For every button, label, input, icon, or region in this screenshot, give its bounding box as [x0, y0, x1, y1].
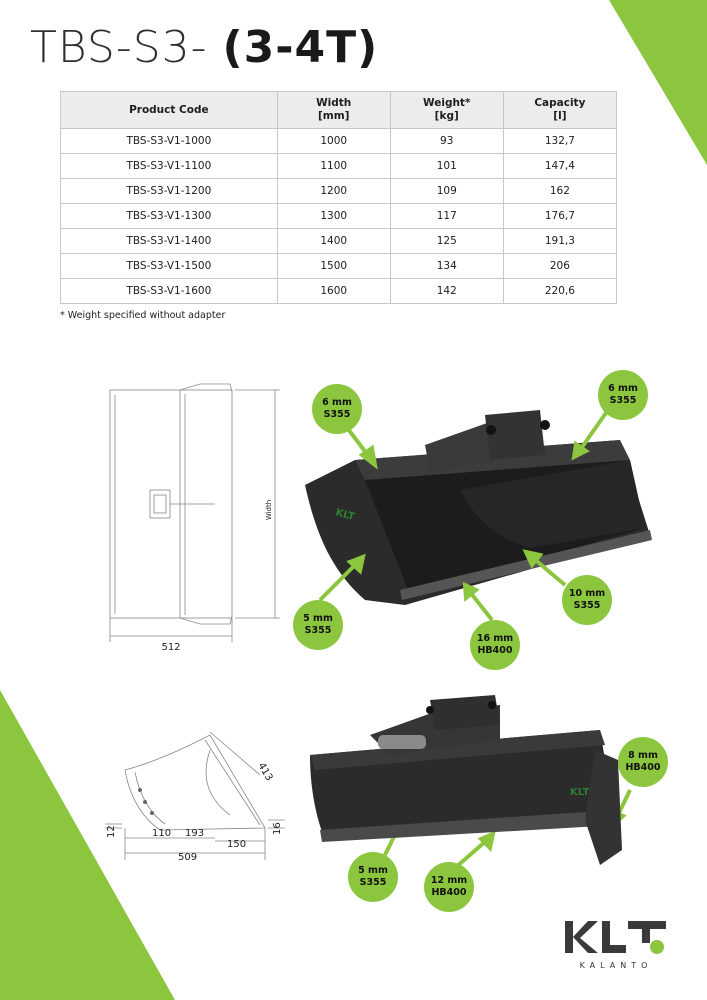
title-bold: (3-4T)	[222, 22, 379, 73]
dim-150: 150	[227, 839, 247, 850]
cell-code: TBS-S3-V1-1000	[61, 129, 278, 154]
header-product-code: Product Code	[61, 92, 278, 129]
corner-accent-top-right	[609, 0, 707, 165]
cell-weight: 142	[390, 279, 503, 304]
cell-weight: 109	[390, 179, 503, 204]
title-main: TBS-S3-	[30, 22, 208, 73]
dim-16: 16	[272, 822, 283, 835]
table-row	[61, 204, 617, 229]
front-view-drawing	[95, 380, 290, 655]
table-row	[61, 129, 617, 154]
cell-weight: 117	[390, 204, 503, 229]
svg-text:KLT: KLT	[334, 507, 356, 523]
cell-weight: 125	[390, 229, 503, 254]
dim-12: 12	[106, 825, 117, 838]
cell-capacity: 162	[503, 179, 616, 204]
cell-code: TBS-S3-V1-1500	[61, 254, 278, 279]
cell-capacity: 206	[503, 254, 616, 279]
cell-width: 1600	[277, 279, 390, 304]
dim-110: 110	[152, 828, 172, 839]
bucket-render-bottom	[300, 690, 640, 870]
front-base-dim: 512	[161, 642, 181, 653]
dim-413: 413	[255, 761, 275, 784]
svg-text:KLT: KLT	[570, 787, 590, 798]
cell-width: 1400	[277, 229, 390, 254]
callout-top-3: 5 mm S355	[293, 600, 343, 650]
front-width-label: Width	[265, 499, 273, 521]
cell-weight: 101	[390, 154, 503, 179]
cell-weight: 134	[390, 254, 503, 279]
callout-top-5: 10 mm S355	[562, 575, 612, 625]
cell-capacity: 147,4	[503, 154, 616, 179]
callout-bottom-1: 8 mm HB400	[618, 737, 668, 787]
logo-subtitle: KALANTO	[579, 961, 653, 970]
cell-width: 1300	[277, 204, 390, 229]
cell-code: TBS-S3-V1-1600	[61, 279, 278, 304]
cell-width: 1100	[277, 154, 390, 179]
cell-width: 1200	[277, 179, 390, 204]
side-view-drawing	[100, 720, 290, 870]
cell-capacity: 220,6	[503, 279, 616, 304]
header-capacity: Capacity [l]	[503, 92, 616, 129]
header-width: Width [mm]	[277, 92, 390, 129]
bucket-render-top	[300, 400, 670, 620]
cell-capacity: 132,7	[503, 129, 616, 154]
dim-193: 193	[185, 828, 205, 839]
table-row	[61, 154, 617, 179]
callout-top-4: 16 mm HB400	[470, 620, 520, 670]
spec-table	[60, 91, 617, 304]
cell-code: TBS-S3-V1-1400	[61, 229, 278, 254]
page-title	[30, 22, 378, 73]
table-row	[61, 229, 617, 254]
cell-weight: 93	[390, 129, 503, 154]
cell-width: 1500	[277, 254, 390, 279]
logo-mark: KLT	[460, 816, 462, 817]
callout-top-1: 6 mm S355	[312, 384, 362, 434]
table-row	[61, 179, 617, 204]
cell-capacity: 191,3	[503, 229, 616, 254]
callout-bottom-2: 5 mm S355	[348, 852, 398, 902]
cell-capacity: 176,7	[503, 204, 616, 229]
cell-width: 1000	[277, 129, 390, 154]
table-row	[61, 279, 617, 304]
dim-509: 509	[178, 852, 198, 863]
table-row	[61, 254, 617, 279]
cell-code: TBS-S3-V1-1300	[61, 204, 278, 229]
cell-code: TBS-S3-V1-1100	[61, 154, 278, 179]
cell-code: TBS-S3-V1-1200	[61, 179, 278, 204]
callout-top-2: 6 mm S355	[598, 370, 648, 420]
callout-bottom-3: 12 mm HB400	[424, 862, 474, 912]
header-weight: Weight* [kg]	[390, 92, 503, 129]
weight-footnote: * Weight specified without adapter	[60, 310, 226, 321]
table-header-row	[61, 92, 617, 129]
